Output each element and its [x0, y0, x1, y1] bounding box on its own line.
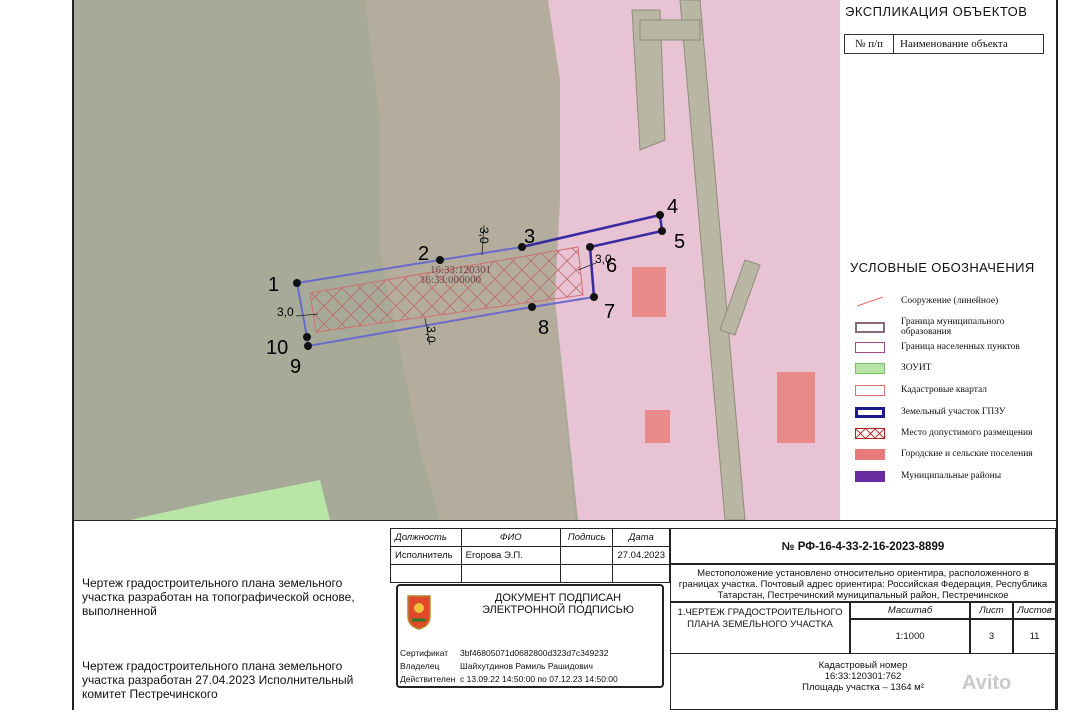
header-name: ФИО — [461, 529, 560, 547]
legend-item-settlement-boundary: Граница населенных пунктов — [855, 340, 1036, 354]
executor-signature — [560, 547, 613, 565]
legend-swatch-districts — [855, 471, 885, 482]
point-6-marker — [586, 243, 594, 251]
legend-swatch-linear — [855, 296, 885, 307]
point-5-label: 5 — [674, 231, 686, 253]
explication-table — [844, 34, 1044, 54]
legend-swatch-settlement — [855, 342, 885, 353]
map-canvas — [74, 0, 840, 520]
legend-item-cadastral-block: Кадастровые квартал — [855, 383, 1036, 397]
parcel-label-top: 16:33:120301 — [430, 264, 492, 276]
signatures-header-row — [391, 529, 670, 547]
explication-col-number: № п/п — [845, 35, 894, 53]
sheet-value: 3 — [970, 619, 1013, 654]
parcel-label-bottom: 16:33:000000 — [420, 274, 482, 286]
point-1-marker — [293, 279, 301, 287]
legend-item-linear-structure: Сооружение (линейное) — [855, 294, 1036, 308]
watermark-avito: Avito — [962, 672, 1012, 694]
scale-label: Масштаб — [850, 602, 970, 619]
offset-label-left: 3,0 — [277, 305, 294, 319]
executor-date: 27.04.2023 — [613, 547, 670, 565]
explication-title: ЭКСПЛИКАЦИЯ ОБЪЕКТОВ — [845, 4, 1028, 19]
drawing-title: 1.ЧЕРТЕЖ ГРАДОСТРОИТЕЛЬНОГО ПЛАНА ЗЕМЕЛЬНОГО УЧАСТКА — [670, 602, 850, 654]
executor-name: Егорова Э.П. — [461, 547, 560, 565]
note-topographic-basis: Чертеж градостроительного плана земельного участка разработан на топографической основе, выполненной — [82, 576, 355, 618]
header-position: Должность — [391, 529, 462, 547]
sheets-label: Листов — [1013, 602, 1056, 619]
point-9-label: 9 — [290, 356, 302, 378]
point-7-label: 7 — [604, 301, 616, 323]
electronic-signature-stamp — [396, 584, 664, 688]
note-developed-date: Чертеж градостроительного плана земельного участка разработан 27.04.2023 Исполнительный комитет Пестречинского — [82, 659, 354, 701]
offset-label-right: 3,0 — [595, 252, 612, 266]
settlement-block-2 — [645, 410, 670, 443]
point-3-label: 3 — [524, 226, 536, 248]
settlement-block-3 — [777, 372, 815, 443]
point-7-marker — [590, 293, 598, 301]
point-4-label: 4 — [667, 196, 679, 218]
legend-item-permissible-area: Место допустимого размещения — [855, 426, 1036, 440]
scale-value: 1:1000 — [850, 619, 970, 654]
title-block-top-border — [74, 520, 1056, 521]
road-top-stub — [640, 20, 700, 40]
legend-item-municipal-boundary: Граница муниципального образования — [855, 316, 1036, 338]
cadastral-label: Кадастровый номер — [818, 660, 908, 671]
signature-cert-row: Сертификат 3bf46805071d0682800d323d7c349232 — [400, 648, 609, 658]
signatures-executor-row — [391, 547, 670, 565]
signatures-empty-row — [391, 565, 670, 583]
point-1-label: 1 — [268, 274, 280, 296]
legend-item-municipal-districts: Муниципальные районы — [855, 469, 1036, 483]
signature-title: ДОКУМЕНТ ПОДПИСАН ЭЛЕКТРОННОЙ ПОДПИСЬЮ — [481, 592, 635, 616]
settlement-block-1 — [632, 267, 666, 317]
signature-owner-row: Владелец Шайхутдинов Рамиль Рашидович — [400, 661, 593, 671]
legend-swatch-settlements — [855, 449, 885, 460]
legend-swatch-zouit — [855, 363, 885, 374]
point-6-label: 6 — [606, 255, 618, 277]
point-8-label: 8 — [538, 317, 550, 339]
legend-swatch-land-plot — [855, 407, 885, 418]
legend-swatch-cadastral — [855, 385, 885, 396]
signature-valid-row: Действителен с 13.09.22 14:50:00 по 07.12.23 14:50:00 — [400, 674, 618, 684]
header-date: Дата — [613, 529, 670, 547]
plan-location: Местоположение установлено относительно ориентира, расположенного в границах участка. Почтовый адрес ориентира: Российская Федерация, Республика Татарстан, Пестречинский муниципальный район, Пестречинское — [670, 564, 1056, 602]
point-10-label: 10 — [266, 337, 289, 359]
legend-swatch-permissible — [855, 428, 885, 439]
point-10-marker — [303, 333, 311, 341]
point-5-marker — [658, 227, 666, 235]
cadastral-value: 16:33:120301:762 — [824, 671, 902, 682]
plan-number: № РФ-16-4-33-2-16-2023-8899 — [670, 528, 1056, 564]
explication-col-name: Наименование объекта — [900, 38, 1008, 50]
sheet-label: Лист — [970, 602, 1013, 619]
point-2-label: 2 — [418, 243, 430, 265]
offset-label-bottom: 3,0 — [424, 326, 438, 343]
legend-item-zouit: ЗОУИТ — [855, 361, 1036, 375]
sheets-value: 11 — [1013, 619, 1056, 654]
coat-of-arms-icon — [406, 594, 432, 630]
plot-area: Площадь участка – 1364 м² — [802, 682, 924, 693]
offset-label-top: 3,0 — [477, 227, 491, 244]
legend-swatch-municipal — [855, 322, 885, 333]
executor-position: Исполнитель — [391, 547, 462, 565]
legend-item-settlements: Городские и сельские поселения — [855, 447, 1036, 461]
point-4-marker — [656, 211, 664, 219]
point-9-marker — [304, 342, 312, 350]
legend-title: УСЛОВНЫЕ ОБОЗНАЧЕНИЯ — [850, 260, 1035, 275]
signatures-table — [390, 528, 670, 583]
header-signature: Подпись — [560, 529, 613, 547]
point-8-marker — [528, 303, 536, 311]
point-2-marker — [436, 256, 444, 264]
legend-item-land-plot: Земельный участок ГПЗУ — [855, 405, 1036, 419]
